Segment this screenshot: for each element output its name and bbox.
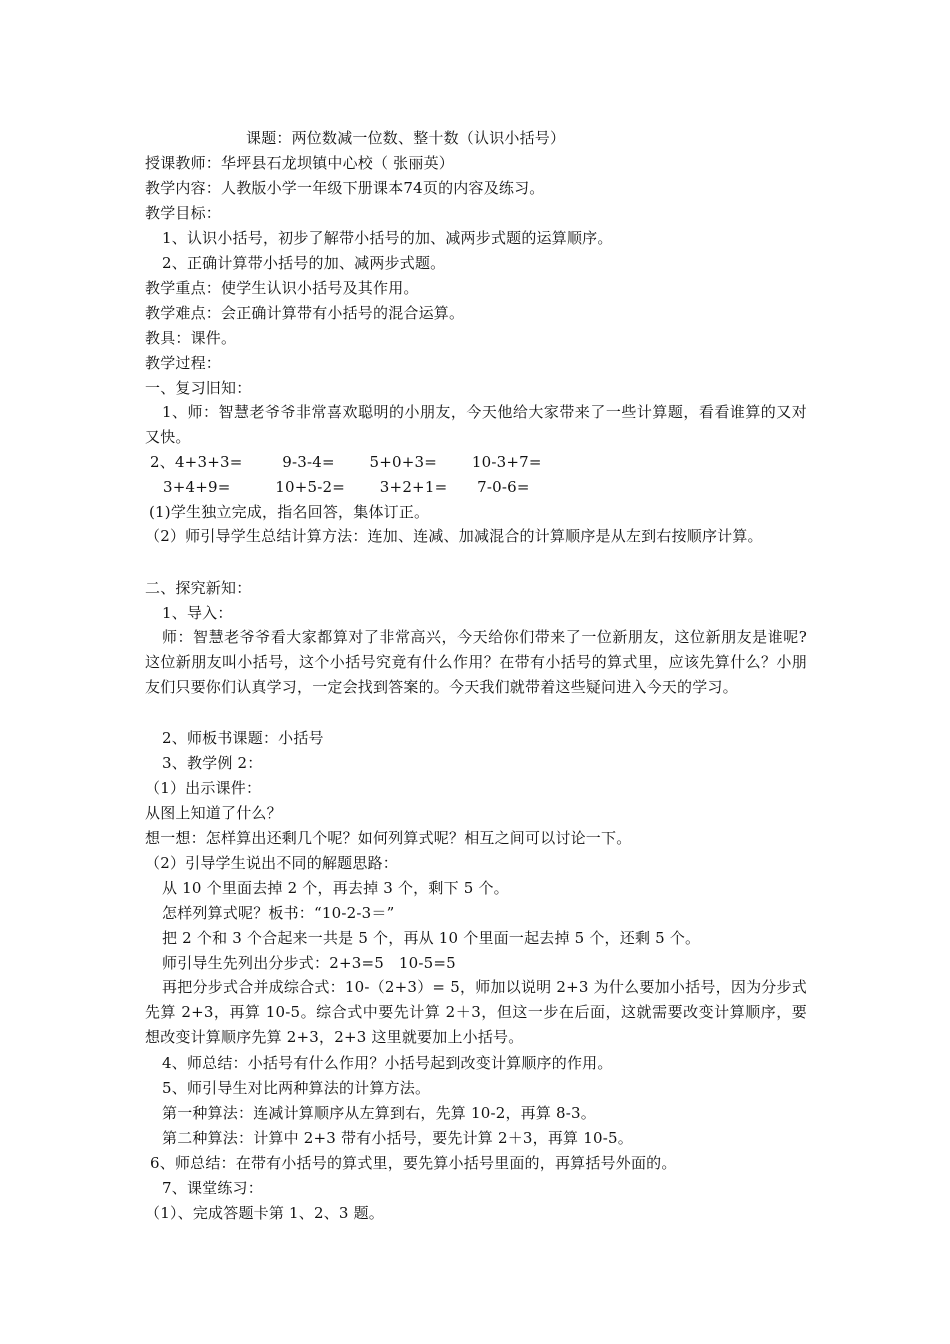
section-1-heading: 一、复习旧知： <box>145 379 252 397</box>
idea-d: 师引导生先列出分步式：2+3=5 10-5=5 <box>162 954 456 972</box>
section-1-paragraph-4: （2）师引导学生总结计算方法：连加、连减、加减混合的计算顺序是从左到右按顺序计算。 <box>145 527 763 545</box>
method-1: 第一种算法：连减计算顺序从左算到右，先算 10-2，再算 8-3。 <box>162 1104 596 1122</box>
compare-methods: 5、师引导生对比两种算法的计算方法。 <box>162 1079 431 1097</box>
method-2: 第二种算法：计算中 2+3 带有小括号，要先计算 2＋3，再算 10-5。 <box>162 1129 633 1147</box>
intro-heading: 1、导入： <box>162 604 233 622</box>
goal-2: 2、正确计算带小括号的加、减两步式题。 <box>162 254 446 272</box>
difficulty-point: 教学难点：会正确计算带有小括号的混合运算。 <box>145 304 465 322</box>
section-1-paragraph-1: 1、师：智慧老爷爷非常喜欢聪明的小朋友，今天他给大家带来了一些计算题，看看谁算的又对又快。 <box>145 403 807 446</box>
section-2-heading: 二、探究新知： <box>145 579 252 597</box>
board-title: 2、师板书课题：小括号 <box>162 729 324 747</box>
intro-paragraph: 师：智慧老爷爷看大家都算对了非常高兴，今天给你们带来了一位新朋友，这位新朋友是谁呢?这位新朋友叫小括号，这个小括号究竟有什么作用？在带有小括号的算式里，应该先算什么？小朋友们只要你们认真学习，一定会找到答案的。今天我们就带着这些疑问进入今天的学习。 <box>145 628 807 696</box>
know-from-image: 从图上知道了什么？ <box>145 804 282 822</box>
think-prompt: 想一想：怎样算出还剩几个呢？如何列算式呢？相互之间可以讨论一下。 <box>145 829 632 847</box>
section-1-paragraph-3: (1)学生独立完成，指名回答，集体订正。 <box>149 503 430 521</box>
process-heading: 教学过程： <box>145 354 222 372</box>
content-line: 教学内容：人教版小学一年级下册课本74页的内容及练习。 <box>145 179 545 197</box>
exercise-row-1: 2、4+3+3= 9-3-4= 5+0+3= 10-3+7= <box>150 453 542 471</box>
practice-heading: 7、课堂练习： <box>162 1179 263 1197</box>
idea-b: 怎样列算式呢？板书：“10-2-3＝” <box>162 904 395 922</box>
key-point: 教学重点：使学生认识小括号及其作用。 <box>145 279 419 297</box>
guide-ideas: （2）引导学生说出不同的解题思路： <box>145 854 398 872</box>
idea-a: 从 10 个里面去掉 2 个，再去掉 3 个，剩下 5 个。 <box>162 879 509 897</box>
summary-2: 6、师总结：在带有小括号的算式里，要先算小括号里面的，再算括号外面的。 <box>150 1154 677 1172</box>
teacher-line: 授课教师：华坪县石龙坝镇中心校（ 张丽英） <box>145 154 454 172</box>
show-courseware: （1）出示课件： <box>145 779 262 797</box>
exercise-row-2: 3+4+9= 10+5-2= 3+2+1= 7-0-6= <box>163 478 530 496</box>
example-heading: 3、教学例 2： <box>162 754 263 772</box>
lesson-title: 课题：两位数减一位数、整十数（认识小括号） <box>246 129 566 147</box>
goals-heading: 教学目标： <box>145 204 222 222</box>
practice-item-1: （1）、完成答题卡第 1、2、3 题。 <box>145 1204 385 1222</box>
idea-e: 再把分步式合并成综合式：10-（2+3）= 5，师加以说明 2+3 为什么要加小括号，因为分步式先算 2+3，再算 10-5。综合式中要先计算 2＋3，但这一步在后面，这就需要改变计算顺序，要想改变计算顺序先算 2+3，2+3 这里就要加上小括号。 <box>145 978 807 1046</box>
idea-c: 把 2 个和 3 个合起来一共是 5 个，再从 10 个里面一起去掉 5 个，还剩 5 个。 <box>162 929 701 947</box>
tools-line: 教具：课件。 <box>145 329 237 347</box>
summary-1: 4、师总结：小括号有什么作用？小括号起到改变计算顺序的作用。 <box>162 1054 613 1072</box>
goal-1: 1、认识小括号，初步了解带小括号的加、减两步式题的运算顺序。 <box>162 229 613 247</box>
